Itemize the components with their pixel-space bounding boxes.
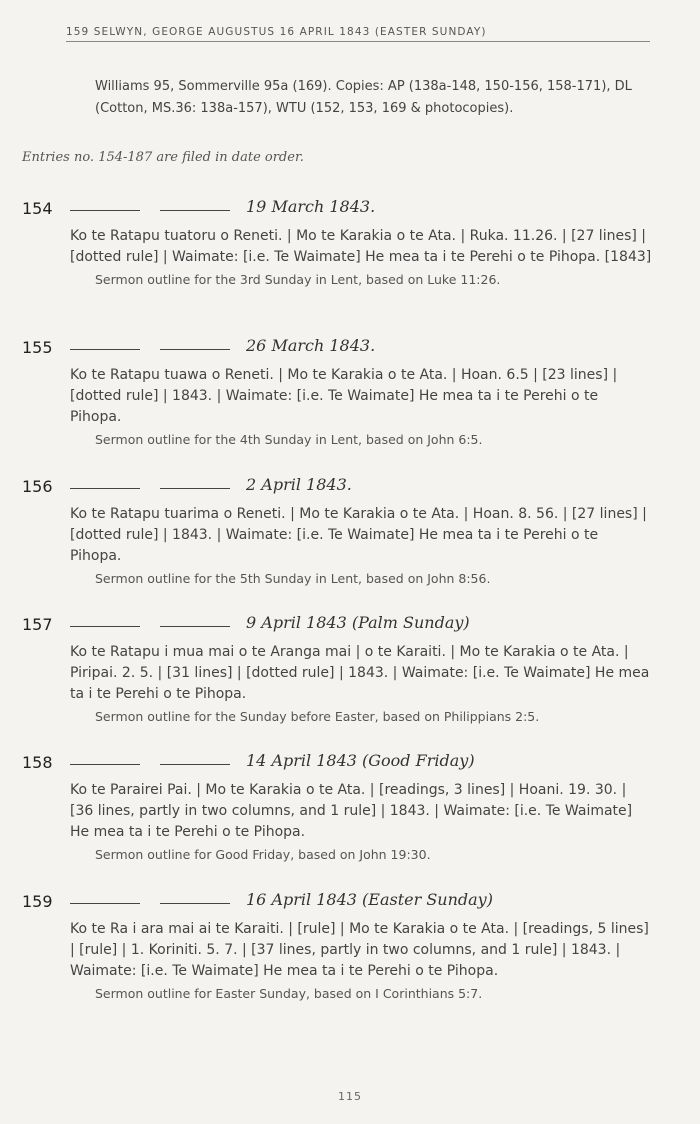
entry-date: 16 April 1843 (Easter Sunday) <box>246 890 493 909</box>
entry-158 <box>22 753 652 865</box>
entry-date: 9 April 1843 (Palm Sunday) <box>246 613 470 632</box>
entry-note: Sermon outline for the 4th Sunday in Lent, based on John 6:5. <box>95 432 483 447</box>
dash-rule <box>160 210 230 211</box>
entry-154 <box>22 199 652 290</box>
dash-rule <box>70 626 140 627</box>
entry-date: 19 March 1843. <box>246 197 376 216</box>
entry-note: Sermon outline for the 5th Sunday in Lent, based on John 8:56. <box>95 571 491 586</box>
entry-number: 158 <box>22 753 53 772</box>
entry-transcription: Ko te Ratapu i mua mai o te Aranga mai | o te Karaiti. | Mo te Karakia o te Ata. | Piripai. 2. 5. | [31 lines] | [dotted rule] | 1843. | Waimate: [i.e. Te Waimate] He mea ta i te Perehi o te Pihopa. <box>70 644 650 702</box>
page-number: 115 <box>338 1090 362 1103</box>
dash-rule <box>70 210 140 211</box>
dash-rule <box>160 349 230 350</box>
dash-rule <box>160 903 230 904</box>
entry-155 <box>22 338 652 450</box>
dash-rule <box>70 349 140 350</box>
entry-transcription: Ko te Parairei Pai. | Mo te Karakia o te Ata. | [readings, 3 lines] | Hoani. 19. 30. | [36 lines, partly in two columns, and 1 rule] | 1843. | Waimate: [i.e. Te Waimate] He mea ta i te Perehi o te Pihopa. <box>70 782 633 840</box>
entry-note: Sermon outline for the Sunday before Easter, based on Philippians 2:5. <box>95 709 540 724</box>
dash-rule <box>160 488 230 489</box>
entry-note: Sermon outline for the 3rd Sunday in Lent, based on Luke 11:26. <box>95 272 501 287</box>
entry-159 <box>22 892 652 1004</box>
entry-date: 14 April 1843 (Good Friday) <box>246 751 475 770</box>
filed-note: Entries no. 154-187 are filed in date order. <box>22 150 304 165</box>
dash-rule <box>70 488 140 489</box>
entry-date: 2 April 1843. <box>246 475 352 494</box>
entry-number: 159 <box>22 892 53 911</box>
entry-note: Sermon outline for Easter Sunday, based on I Corinthians 5:7. <box>95 986 483 1001</box>
dash-rule <box>70 764 140 765</box>
dash-rule <box>160 764 230 765</box>
entry-number: 154 <box>22 199 53 218</box>
entry-date: 26 March 1843. <box>246 336 376 355</box>
entry-number: 157 <box>22 615 53 634</box>
entry-157 <box>22 615 652 727</box>
entry-number: 156 <box>22 477 53 496</box>
entry-156 <box>22 477 652 589</box>
intro-copies: Williams 95, Sommerville 95a (169). Copies: AP (138a-148, 150-156, 158-171), DL (Cotton, MS.36: 138a-157), WTU (152, 153, 169 & photocopies). <box>95 79 632 116</box>
entry-transcription: Ko te Ratapu tuarima o Reneti. | Mo te Karakia o te Ata. | Hoan. 8. 56. | [27 lines] | [dotted rule] | 1843. | Waimate: [i.e. Te Waimate] He mea ta i te Perehi o te Pihopa. <box>70 506 647 564</box>
entry-transcription: Ko te Ratapu tuatoru o Reneti. | Mo te Karakia o te Ata. | Ruka. 11.26. | [27 lines] | [dotted rule] | Waimate: [i.e. Te Waimate] He mea ta i te Perehi o te Pihopa. [1843] <box>70 228 652 265</box>
entry-note: Sermon outline for Good Friday, based on John 19:30. <box>95 847 431 862</box>
dash-rule <box>160 626 230 627</box>
dash-rule <box>70 903 140 904</box>
running-head: 159 SELWYN, GEORGE AUGUSTUS 16 APRIL 1843 (EASTER SUNDAY) <box>66 26 650 42</box>
entry-transcription: Ko te Ra i ara mai ai te Karaiti. | [rule] | Mo te Karakia o te Ata. | [readings, 5 lines] | [rule] | 1. Koriniti. 5. 7. | [37 lines, partly in two columns, and 1 rule] | 1843. | Waimate: [i.e. Te Waimate] He mea ta i te Perehi o te Pihopa. <box>70 921 649 979</box>
entry-number: 155 <box>22 338 53 357</box>
entry-transcription: Ko te Ratapu tuawa o Reneti. | Mo te Karakia o te Ata. | Hoan. 6.5 | [23 lines] | [dotted rule] | 1843. | Waimate: [i.e. Te Waimate] He mea ta i te Perehi o te Pihopa. <box>70 367 618 425</box>
